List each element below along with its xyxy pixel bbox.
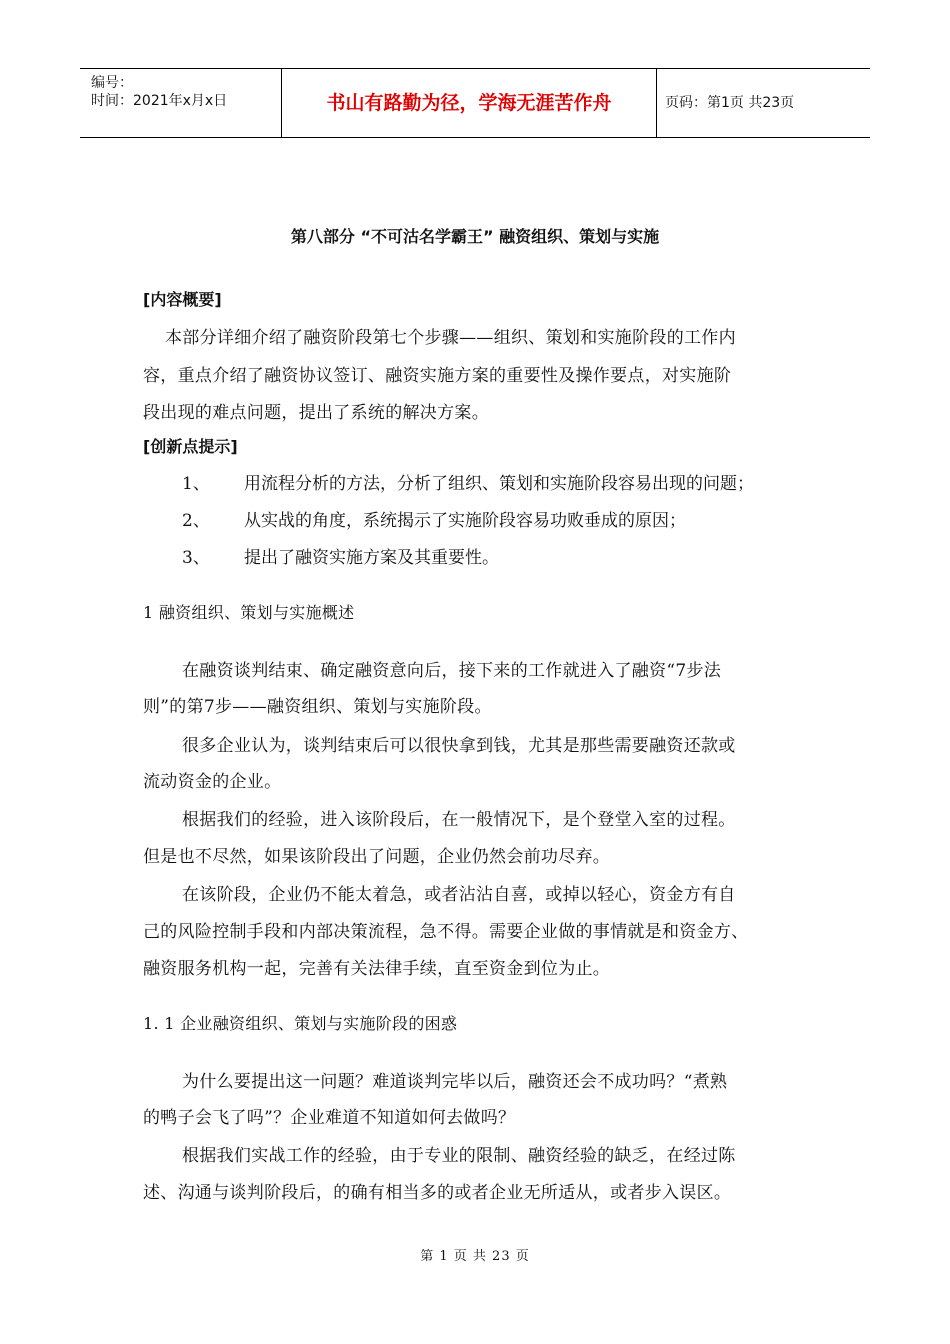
innovation-item-number: 3、 (182, 548, 210, 568)
paragraph-line: 流动资金的企业。 (143, 772, 282, 792)
document-header (80, 68, 870, 138)
header-info-cell (80, 69, 280, 137)
paragraph-line: 则”的第7步——融资组织、策划与实施阶段。 (143, 697, 492, 717)
paragraph-line: 为什么要提出这一问题？难道谈判完毕以后，融资还会不成功吗？“煮熟 (182, 1072, 728, 1092)
document-time-label: 时间：2021年x月x日 (91, 93, 228, 109)
paragraph-line: 的鸭子会飞了吗”？企业难道不知道如何去做吗？ (143, 1108, 516, 1128)
innovation-item-number: 1、 (182, 474, 210, 494)
page-footer: 第 1 页 共 23 页 (420, 1249, 530, 1264)
summary-line: 段出现的难点问题，提出了系统的解决方案。 (143, 403, 489, 423)
paragraph-line: 根据我们实战工作的经验，由于专业的限制、融资经验的缺乏，在经过陈 (182, 1146, 736, 1166)
summary-heading: [内容概要] (143, 290, 222, 309)
paragraph-line: 述、沟通与谈判阶段后，的确有相当多的或者企业无所适从，或者步入误区。 (143, 1183, 732, 1203)
section-heading: 1. 1 企业融资组织、策划与实施阶段的困惑 (143, 1014, 458, 1033)
innovation-item-number: 2、 (182, 511, 210, 531)
header-motto: 书山有路勤为径，学海无涯苦作舟 (326, 92, 612, 114)
paragraph-line: 在融资谈判结束、确定融资意向后，接下来的工作就进入了融资“7步法 (182, 661, 722, 681)
document-number-label: 编号： (91, 75, 133, 91)
header-divider (656, 69, 657, 137)
paragraph-line: 但是也不尽然，如果该阶段出了问题，企业仍然会前功尽弃。 (143, 847, 611, 867)
document-title: 第八部分 “不可沽名学霸王” 融资组织、策划与实施 (290, 227, 660, 246)
section-heading: 1 融资组织、策划与实施概述 (143, 603, 355, 622)
paragraph-line: 很多企业认为，谈判结束后可以很快拿到钱，尤其是那些需要融资还款或 (182, 736, 736, 756)
innovation-item-text: 提出了融资实施方案及其重要性。 (244, 548, 499, 568)
summary-line: 容，重点介绍了融资协议签订、融资实施方案的重要性及操作要点，对实施阶 (143, 366, 732, 386)
innovation-item-text: 从实战的角度，系统揭示了实施阶段容易功败垂成的原因； (244, 511, 686, 531)
summary-line: 本部分详细介绍了融资阶段第七个步骤——组织、策划和实施阶段的工作内 (165, 328, 736, 348)
paragraph-line: 己的风险控制手段和内部决策流程，急不得。需要企业做的事情就是和资金方、 (143, 922, 749, 942)
innovation-item-text: 用流程分析的方法，分析了组织、策划和实施阶段容易出现的问题； (244, 474, 754, 494)
paragraph-line: 根据我们的经验，进入该阶段后，在一般情况下，是个登堂入室的过程。 (182, 810, 736, 830)
innovation-heading: [创新点提示] (143, 437, 238, 456)
paragraph-line: 在该阶段，企业仍不能太着急，或者沾沾自喜，或掉以轻心，资金方有自 (182, 885, 736, 905)
header-page-info: 页码：第1页 共23页 (665, 95, 795, 111)
paragraph-line: 融资服务机构一起，完善有关法律手续，直至资金到位为止。 (143, 959, 611, 979)
